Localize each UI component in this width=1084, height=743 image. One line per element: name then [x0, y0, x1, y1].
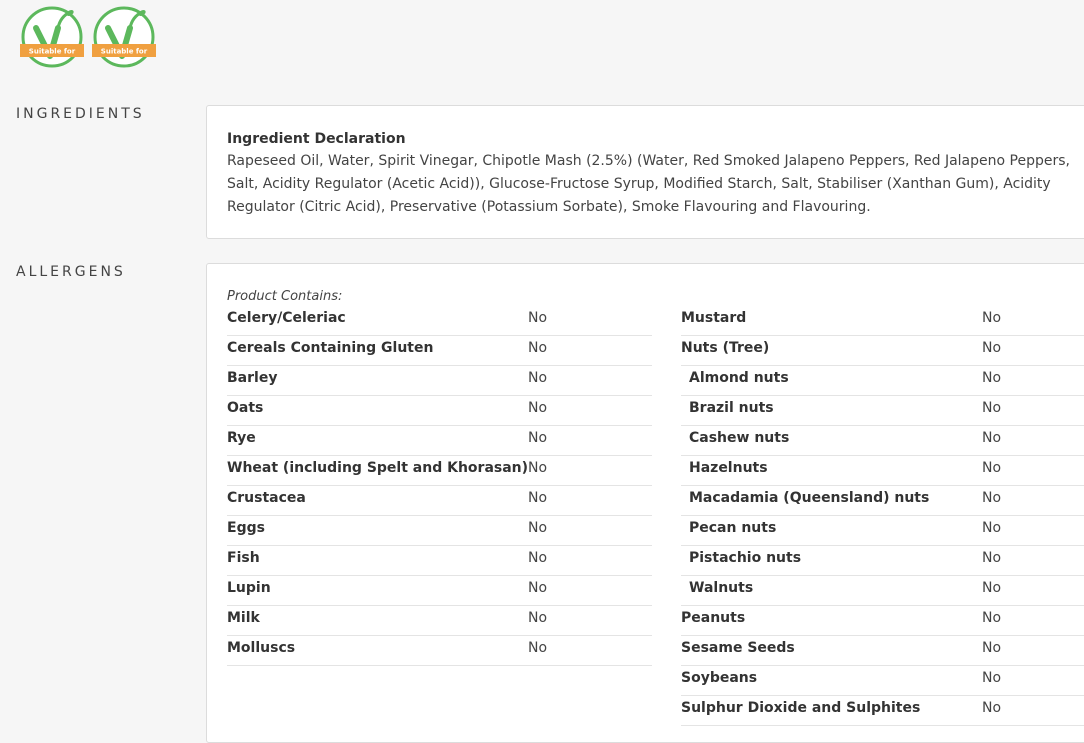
allergen-name: Lupin — [227, 580, 271, 596]
allergen-value: No — [528, 490, 548, 506]
allergen-row — [681, 336, 1084, 366]
allergen-row — [227, 546, 652, 576]
ingredient-declaration-heading: Ingredient Declaration — [227, 131, 406, 147]
ingredients-card — [206, 105, 1084, 239]
vegan-badge-icon — [92, 6, 156, 70]
allergen-row — [681, 426, 1084, 456]
allergen-row — [227, 606, 652, 636]
allergen-name: Cereals Containing Gluten — [227, 340, 434, 356]
allergens-card — [206, 263, 1084, 743]
allergen-name: Pecan nuts — [689, 520, 777, 536]
allergen-value: No — [982, 550, 1002, 566]
allergen-value: No — [982, 310, 1002, 326]
allergen-row — [227, 426, 652, 456]
allergen-value: No — [528, 400, 548, 416]
allergen-value: No — [528, 550, 548, 566]
allergen-row — [681, 366, 1084, 396]
allergen-value: No — [982, 400, 1002, 416]
allergen-value: No — [982, 670, 1002, 686]
allergen-value: No — [528, 430, 548, 446]
allergen-name: Brazil nuts — [689, 400, 774, 416]
allergen-value: No — [528, 580, 548, 596]
allergen-row — [681, 636, 1084, 666]
allergen-value: No — [982, 610, 1002, 626]
allergen-column-right — [681, 306, 1084, 726]
allergen-name: Celery/Celeriac — [227, 310, 346, 326]
allergen-name: Almond nuts — [689, 370, 789, 386]
allergen-row — [227, 306, 652, 336]
allergen-value: No — [982, 640, 1002, 656]
allergen-row — [227, 636, 652, 666]
allergen-name: Pistachio nuts — [689, 550, 802, 566]
allergen-row — [227, 366, 652, 396]
allergen-row — [227, 336, 652, 366]
allergen-name: Nuts (Tree) — [681, 340, 770, 356]
allergen-row — [681, 396, 1084, 426]
allergen-row — [681, 306, 1084, 336]
allergen-value: No — [982, 430, 1002, 446]
allergen-row — [681, 666, 1084, 696]
ingredients-section-label: INGREDIENTS — [16, 106, 145, 122]
allergen-value: No — [982, 460, 1002, 476]
allergen-value: No — [982, 700, 1002, 716]
allergen-name: Oats — [227, 400, 264, 416]
allergen-row — [681, 456, 1084, 486]
allergen-row — [681, 606, 1084, 636]
allergen-row — [227, 516, 652, 546]
allergen-value: No — [528, 610, 548, 626]
allergen-row — [227, 576, 652, 606]
allergen-row — [681, 486, 1084, 516]
allergen-row — [227, 486, 652, 516]
allergen-value: No — [528, 370, 548, 386]
allergen-row — [681, 516, 1084, 546]
dietary-badges — [20, 6, 156, 70]
allergen-value: No — [982, 490, 1002, 506]
allergen-value: No — [982, 520, 1002, 536]
allergen-name: Rye — [227, 430, 256, 446]
allergen-name: Soybeans — [681, 670, 758, 686]
badge-label: Suitable for — [28, 47, 76, 56]
allergen-value: No — [982, 580, 1002, 596]
allergen-name: Barley — [227, 370, 278, 386]
allergen-name: Cashew nuts — [689, 430, 790, 446]
allergen-name: Macadamia (Queensland) nuts — [689, 490, 930, 506]
allergen-name: Sesame Seeds — [681, 640, 795, 656]
badge-label: Suitable for — [100, 47, 148, 56]
allergen-value: No — [528, 310, 548, 326]
allergen-name: Sulphur Dioxide and Sulphites — [681, 700, 921, 716]
allergen-name: Milk — [227, 610, 260, 626]
allergen-row — [227, 456, 652, 486]
allergen-value: No — [982, 370, 1002, 386]
ingredient-declaration-text: Rapeseed Oil, Water, Spirit Vinegar, Chipotle Mash (2.5%) (Water, Red Smoked Jalapeno Peppers, Red Jalapeno Peppers, Salt, Acidity Regulator (Acetic Acid)), Glucose-Fructose Syrup, Modified Starch, Salt, Stabiliser (Xanthan Gum), Acidity Regulator (Citric Acid), Preservative (Potassium Sorbate), Smoke Flavouring and Flavouring. — [227, 153, 1070, 215]
product-contains-label: Product Contains: — [227, 289, 343, 304]
allergen-name: Walnuts — [689, 580, 754, 596]
allergen-name: Fish — [227, 550, 260, 566]
vegetarian-badge-icon — [20, 6, 84, 70]
allergen-row — [681, 576, 1084, 606]
allergen-name: Molluscs — [227, 640, 296, 656]
allergen-row — [681, 546, 1084, 576]
allergen-value: No — [528, 520, 548, 536]
allergen-value: No — [528, 460, 548, 476]
allergen-name: Mustard — [681, 310, 747, 326]
allergen-value: No — [528, 640, 548, 656]
allergen-name: Eggs — [227, 520, 265, 536]
allergen-name: Hazelnuts — [689, 460, 768, 476]
allergen-column-left — [227, 306, 652, 666]
allergens-section-label: ALLERGENS — [16, 264, 126, 280]
allergen-value: No — [528, 340, 548, 356]
allergen-name: Crustacea — [227, 490, 306, 506]
allergen-name: Wheat (including Spelt and Khorasan) — [227, 460, 529, 476]
allergen-name: Peanuts — [681, 610, 746, 626]
allergen-value: No — [982, 340, 1002, 356]
allergen-row — [681, 696, 1084, 726]
allergen-row — [227, 396, 652, 426]
